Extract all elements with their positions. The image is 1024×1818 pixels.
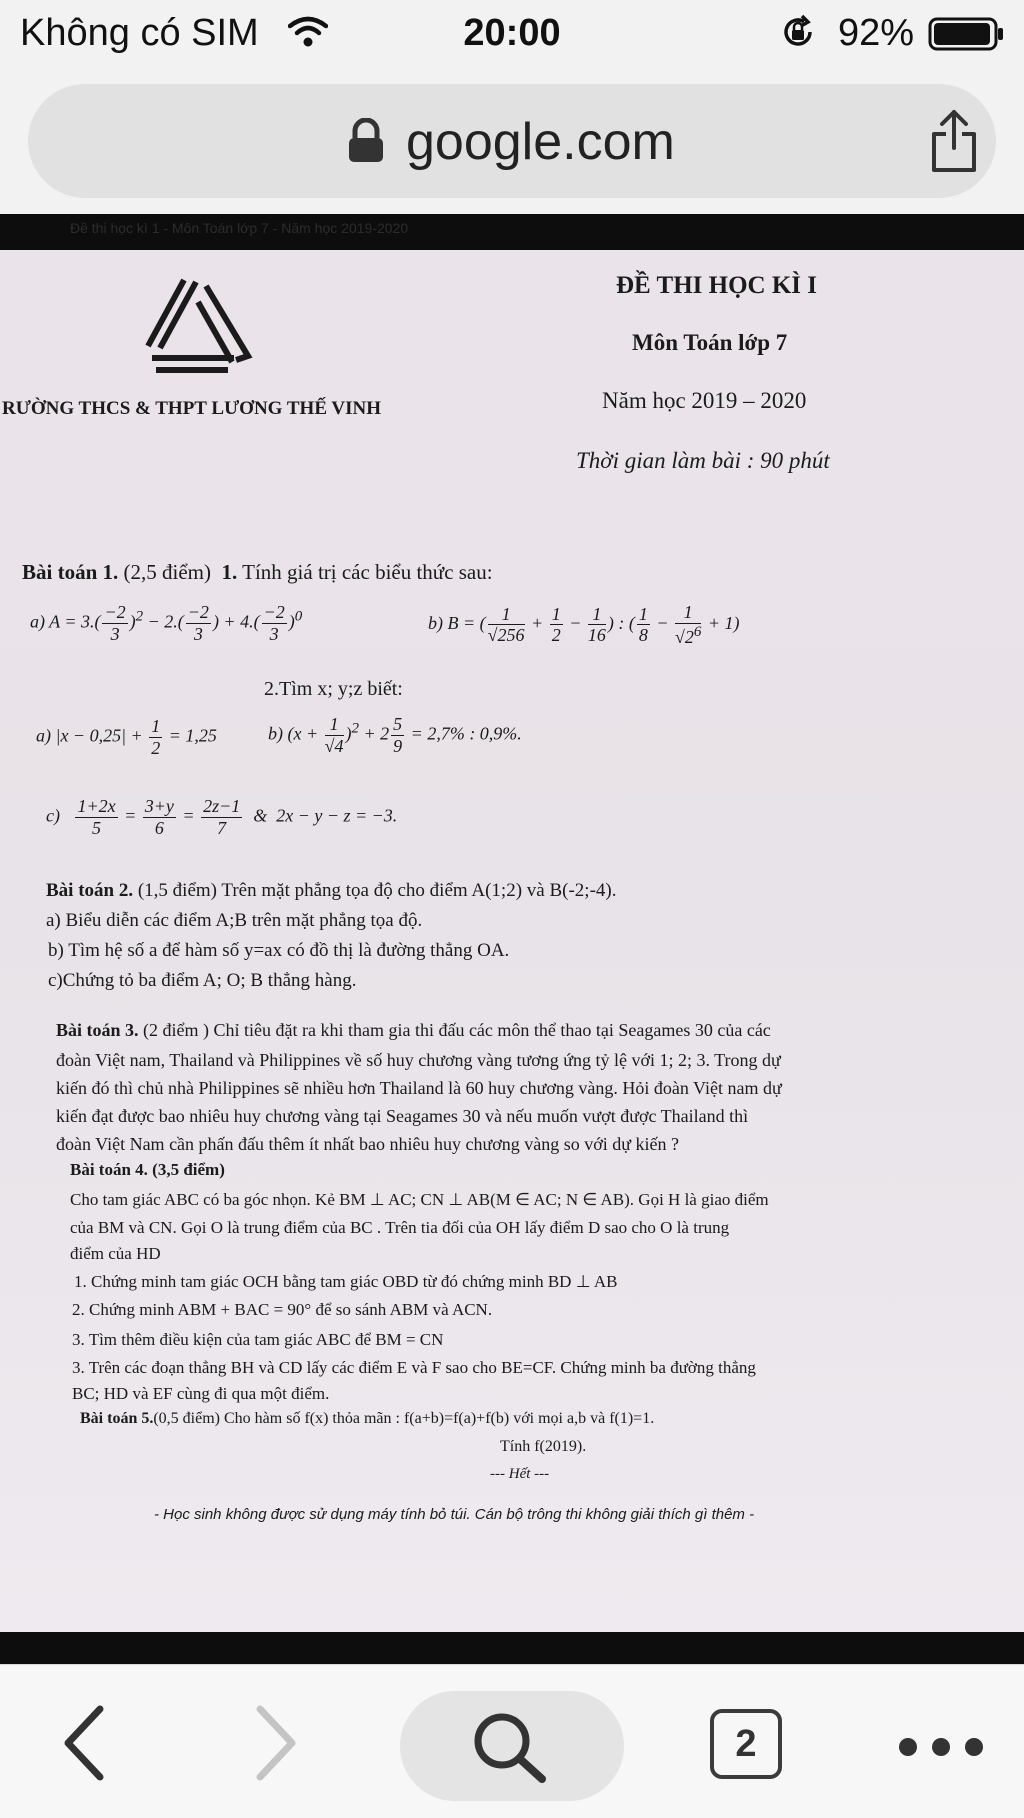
problem-3-line-3: kiến đó thì chủ nhà Philippines sẽ nhiều hơn Thailand là 60 huy chương vàng. Hỏi đoàn Việt nam dự	[56, 1078, 782, 1098]
problem-3-line-5: đoàn Việt Nam cần phấn đấu thêm ít nhất bao nhiêu huy chương vàng so với dự kiến ?	[56, 1134, 679, 1154]
battery-percent: 92%	[838, 12, 915, 54]
problem-2-text: (1,5 điểm) Trên mặt phẳng tọa độ cho điểm A(1;2) và B(-2;-4).	[137, 880, 617, 901]
exam-year: Năm học 2019 – 2020	[602, 388, 807, 413]
problem-1-q2: 2.Tìm x; y;z biết:	[264, 678, 403, 700]
share-icon[interactable]	[926, 108, 982, 174]
battery-icon	[928, 16, 1006, 52]
equation-c: c) $\frac{1+2x}{5}$ = $\frac{3+y}{6}$ = $\frac{2z-1}{7}$ & 2x − y − z = −3.	[46, 796, 398, 838]
problem-2-label: Bài toán 2.	[46, 880, 134, 901]
equation-a: a) |x − 0,25| + $\frac{1}{2}$ = 1,25	[36, 716, 217, 758]
problem-2-a: a) Biểu diễn các điểm A;B trên mặt phẳng tọa độ.	[46, 910, 423, 931]
problem-5-line	[80, 1410, 654, 1428]
problem-3-line-2: đoàn Việt nam, Thailand và Philippines về số huy chương vàng tương ứng tỷ lệ với 1; 2; 3. Trong dự	[56, 1050, 781, 1070]
exam-photo	[0, 214, 1024, 1664]
tabs-button[interactable]: 2	[710, 1709, 782, 1779]
problem-3-line-4: kiến đạt được bao nhiêu huy chương vàng tại Seagames 30 và nếu muốn vượt được Thailand thì	[56, 1106, 749, 1126]
problem-4-intro-1: Cho tam giác ABC có ba góc nhọn. Kẻ BM ⊥ AC; CN ⊥ AB(M ∈ AC; N ∈ AB). Gọi H là giao điểm	[70, 1190, 769, 1209]
problem-5-text: (0,5 điểm) Cho hàm số f(x) thỏa mãn : f(a+b)=f(a)+f(b) với mọi a,b và f(1)=1.	[153, 1410, 655, 1427]
address-bar[interactable]	[28, 84, 996, 198]
problem-4-q1: 1. Chứng minh tam giác OCH bằng tam giác OBD từ đó chứng minh BD ⊥ AB	[74, 1272, 618, 1291]
problem-3-line-1	[56, 1020, 771, 1041]
problem-4-q4-line-2: BC; HD và EF cùng đi qua một điểm.	[72, 1384, 330, 1403]
exam-duration: Thời gian làm bài : 90 phút	[576, 448, 830, 473]
problem-4-intro-3: điểm của HD	[70, 1244, 161, 1263]
problem-2-header	[46, 880, 616, 902]
more-options-icon[interactable]	[896, 1735, 986, 1759]
problem-5-label: Bài toán 5.	[80, 1410, 154, 1427]
clock: 20:00	[463, 12, 561, 54]
problem-4-q4-line-1: 3. Trên các đoạn thẳng BH và CD lấy các điểm E và F sao cho BE=CF. Chứng minh ba đường thẳng	[72, 1358, 756, 1377]
exam-paper	[0, 250, 1024, 1632]
footer-note: - Học sinh không được sử dụng máy tính bỏ túi. Cán bộ trông thi không giải thích gì thêm -	[154, 1506, 755, 1523]
search-icon	[468, 1709, 552, 1785]
problem-3-label: Bài toán 3.	[56, 1020, 139, 1040]
status-bar	[0, 0, 1024, 68]
forward-button[interactable]	[248, 1703, 304, 1783]
school-logo	[140, 272, 260, 376]
top-strip: Đề thi học kì 1 - Môn Toán lớp 7 - Năm học 2019-2020	[70, 220, 409, 236]
problem-4-q3: 3. Tìm thêm điều kiện của tam giác ABC để BM = CN	[72, 1330, 444, 1349]
search-button[interactable]	[400, 1691, 624, 1801]
expression-a: a) A = 3.( $\frac{-2}{3}$ )$^2$ − 2.( $\frac{-2}{3}$ ) + 4.( $\frac{-2}{3}$ )$^0$	[30, 602, 303, 644]
equation-b: b) (x + $\frac{1}{√4}$ )$^2$ + 2 $\frac{5}{9}$ = 2,7% : 0,9%.	[268, 714, 522, 756]
rotation-lock-icon	[780, 14, 816, 50]
problem-4-q2: 2. Chứng minh ABM + BAC = 90° để so sánh ABM và ACN.	[72, 1300, 493, 1319]
bottom-toolbar	[0, 1664, 1024, 1818]
problem-1-points: (2,5 điểm)	[123, 560, 211, 584]
problem-4-header: Bài toán 4. (3,5 điểm)	[70, 1160, 225, 1179]
problem-5-question: Tính f(2019).	[500, 1438, 587, 1455]
school-name: RƯỜNG THCS & THPT LƯƠNG THẾ VINH	[2, 398, 382, 419]
end-marker: --- Hết ---	[490, 1466, 550, 1482]
problem-3-text-1: (2 điểm ) Chỉ tiêu đặt ra khi tham gia thi đấu các môn thể thao tại Seagames 30 của các	[143, 1020, 771, 1040]
problem-4-intro-2: của BM và CN. Gọi O là trung điểm của BC . Trên tia đối của OH lấy điểm D sao cho O là trung	[70, 1218, 730, 1237]
expression-b: b) B = ( $\frac{1}{√256}$ + $\frac{1}{2}$ − $\frac{1}{16}$ ) : ( $\frac{1}{8}$ − $\frac{1}{√2^6}$ + 1)	[428, 602, 740, 647]
problem-1-q1-number: 1.	[221, 560, 238, 584]
url-text[interactable]: google.com	[406, 113, 675, 171]
problem-1-header	[22, 560, 493, 585]
back-button[interactable]	[56, 1703, 112, 1783]
problem-1-q1-text: Tính giá trị các biểu thức sau:	[242, 560, 493, 584]
exam-title: ĐỀ THI HỌC KÌ I	[616, 272, 817, 299]
exam-subject: Môn Toán lớp 7	[632, 330, 788, 355]
problem-2-c: c)Chứng tỏ ba điểm A; O; B thẳng hàng.	[48, 970, 357, 991]
problem-1-label: Bài toán 1.	[22, 560, 119, 584]
carrier-label: Không có SIM	[20, 12, 259, 54]
padlock-icon	[346, 118, 386, 164]
problem-2-b: b) Tìm hệ số a để hàm số y=ax có đồ thị là đường thẳng OA.	[48, 940, 510, 961]
